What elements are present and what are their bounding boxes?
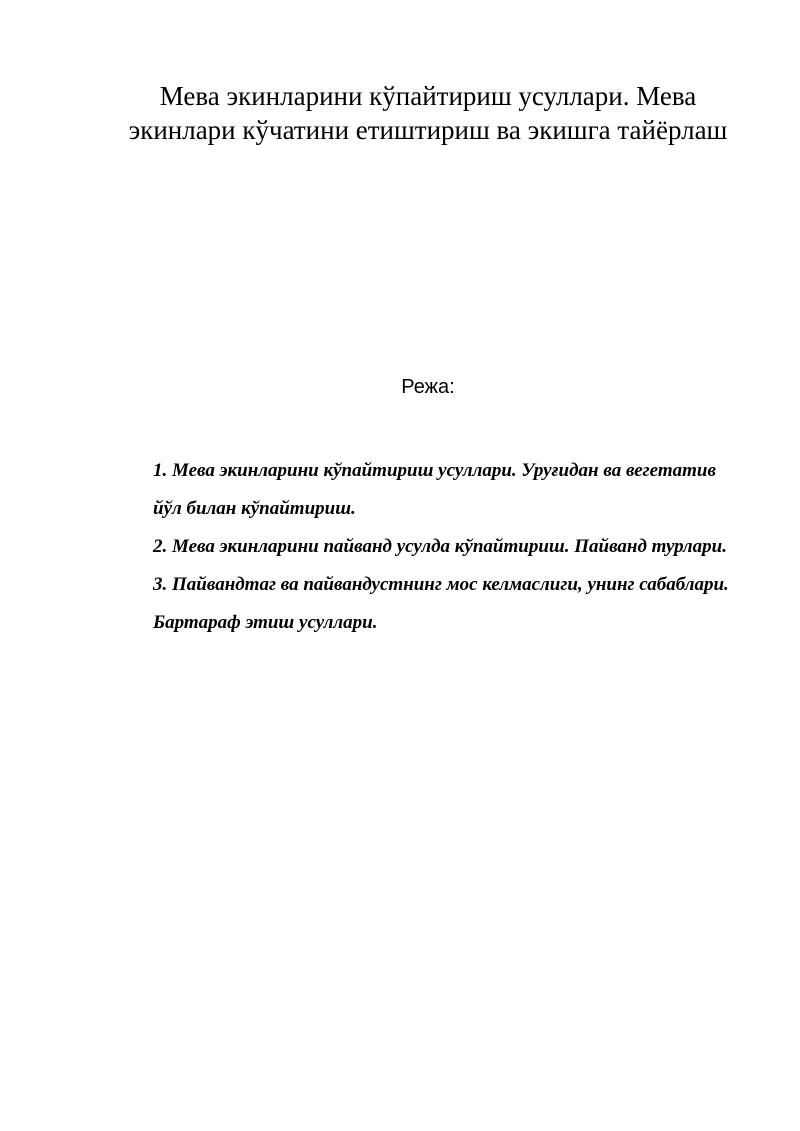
plan-item-3: 3. Пайвандтаг ва пайвандустнинг мос келмаслиги, унинг сабаблари. Бартараф этиш усуллари. [153,574,729,633]
plan-list [153,452,733,642]
plan-item-2: 2. Мева экинларини пайванд усулда кўпайтириш. Пайванд турлари. [153,536,727,557]
plan-item-1: 1. Мева экинларини кўпайтириш усуллари. Уруғидан ва вегетатив йўл билан кўпайтириш. [153,460,716,519]
document-title: Мева экинларини кўпайтириш усуллари. Мева экинлари кўчатини етиштириш ва экишга тайёрлаш [128,81,728,145]
plan-heading: Режа: [401,376,455,398]
